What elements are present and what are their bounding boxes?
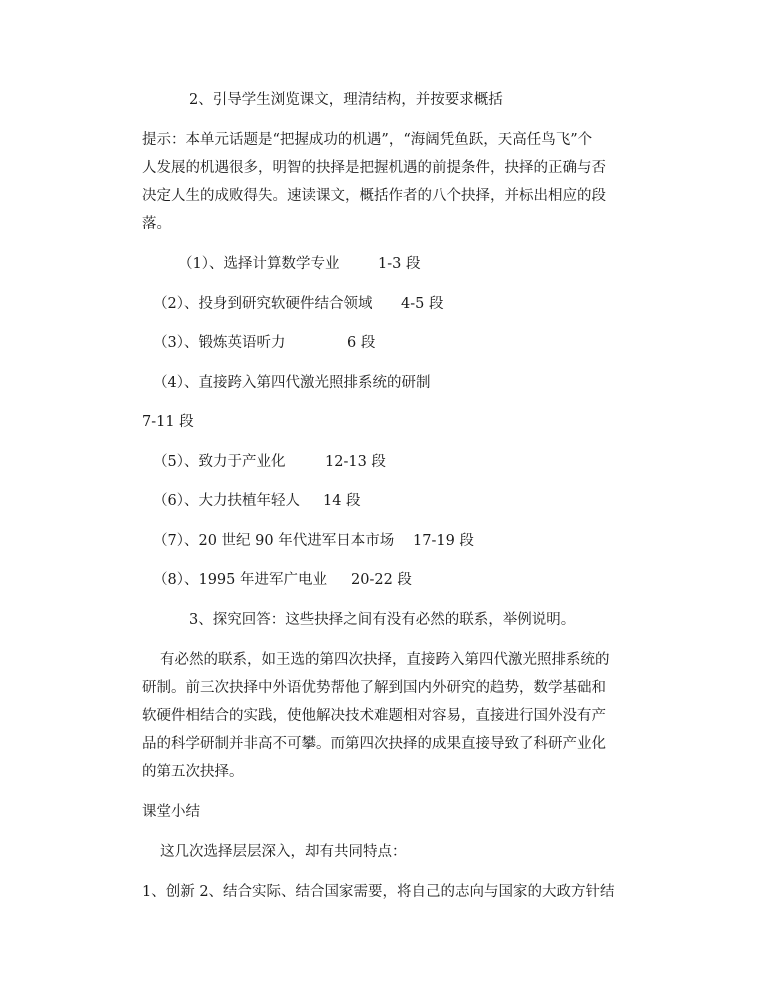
choice-3-text: （3）、锻炼英语听力 [153, 335, 286, 351]
answer-line-5: 的第五次抉择。 [142, 764, 244, 780]
section-heading-3: 3、探究回答：这些抉择之间有没有必然的联系，举例说明。 [189, 612, 576, 628]
choice-2-para: 4-5 段 [401, 296, 444, 312]
choice-6-text: （6）、大力扶植年轻人 [153, 493, 300, 509]
choice-3-para: 6 段 [347, 335, 376, 351]
choice-4-para: 7-11 段 [142, 414, 194, 430]
summary-intro: 这几次选择层层深入，却有共同特点： [160, 844, 407, 860]
answer-line-3: 软硬件相结合的实践，使他解决技术难题相对容易，直接进行国外没有产 [142, 708, 606, 724]
section-heading-2: 2、引导学生浏览课文，理清结构，并按要求概括 [189, 92, 503, 108]
choice-7-text: （7）、20 世纪 90 年代进军日本市场 [153, 533, 395, 549]
tip-line-4: 落。 [142, 216, 171, 232]
answer-line-2: 研制。前三次抉择中外语优势帮他了解到国内外研究的趋势，数学基础和 [142, 680, 606, 696]
tip-line-3: 决定人生的成败得失。速读课文，概括作者的八个抉择，并标出相应的段 [142, 188, 606, 204]
tip-line-2: 人发展的机遇很多，明智的抉择是把握机遇的前提条件，抉择的正确与否 [142, 160, 606, 176]
choice-8-para: 20-22 段 [351, 572, 412, 588]
choice-1-para: 1-3 段 [378, 256, 421, 272]
tip-line-1: 提示：本单元话题是“把握成功的机遇”，“海阔凭鱼跃，天高任鸟飞”个 [142, 132, 593, 148]
choice-1-text: （1）、选择计算数学专业 [178, 256, 340, 272]
answer-line-1: 有必然的联系，如王选的第四次抉择，直接跨入第四代激光照排系统的 [160, 652, 610, 668]
answer-line-4: 品的科学研制并非高不可攀。而第四次抉择的成果直接导致了科研产业化 [142, 736, 606, 752]
choice-8-text: （8）、1995 年进军广电业 [153, 572, 327, 588]
summary-title: 课堂小结 [142, 804, 200, 820]
choice-5-para: 12-13 段 [325, 454, 386, 470]
choice-6-para: 14 段 [323, 493, 361, 509]
choice-4-text: （4）、直接跨入第四代激光照排系统的研制 [153, 375, 431, 391]
choice-2-text: （2）、投身到研究软硬件结合领域 [153, 296, 373, 312]
summary-points: 1、创新 2、结合实际、结合国家需要，将自己的志向与国家的大政方针结 [142, 884, 615, 900]
choice-7-para: 17-19 段 [413, 533, 474, 549]
choice-5-text: （5）、致力于产业化 [153, 454, 286, 470]
